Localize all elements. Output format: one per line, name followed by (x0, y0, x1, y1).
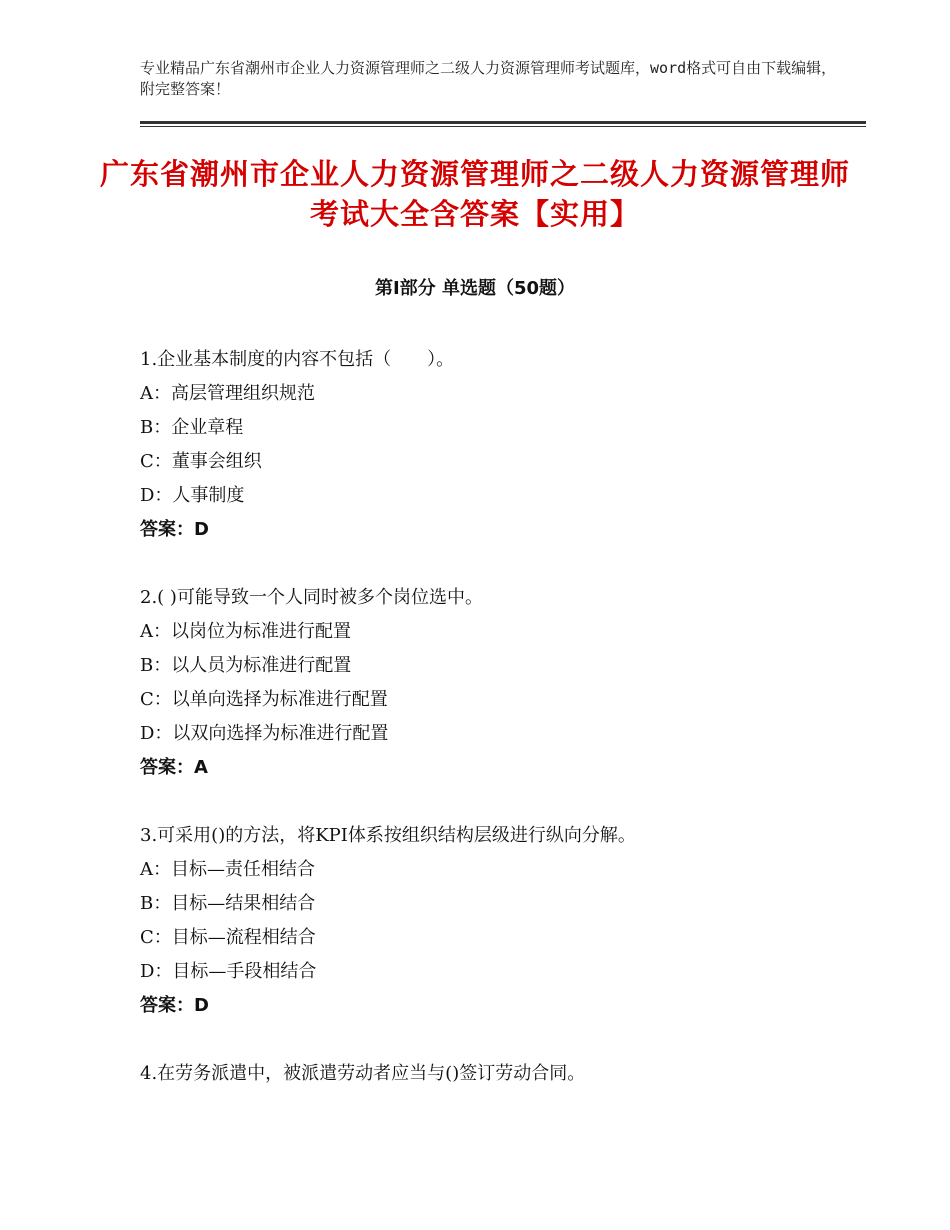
option-d: D：人事制度 (140, 485, 245, 506)
question-2 (140, 581, 860, 785)
answer: 答案：A (140, 757, 208, 778)
option-c: C：以单向选择为标准进行配置 (140, 689, 388, 710)
option-a: A：以岗位为标准进行配置 (140, 621, 351, 642)
header-divider-thick (140, 121, 866, 124)
question-3 (140, 819, 860, 1023)
answer: 答案：D (140, 995, 209, 1016)
answer: 答案：D (140, 519, 209, 540)
header-note: 专业精品广东省潮州市企业人力资源管理师之二级人力资源管理师考试题库，word格式可自由下载编辑，附完整答案！ (140, 59, 837, 98)
option-d: D：以双向选择为标准进行配置 (140, 723, 389, 744)
option-a: A：高层管理组织规范 (140, 383, 315, 404)
question-1 (140, 343, 860, 547)
option-c: C：目标—流程相结合 (140, 927, 316, 948)
question-stem: 3.可采用()的方法，将KPI体系按组织结构层级进行纵向分解。 (140, 825, 636, 846)
option-c: C：董事会组织 (140, 451, 262, 472)
question-4 (140, 1057, 860, 1091)
section-heading: 第Ⅰ部分 单选题（50题） (374, 278, 575, 299)
question-list (140, 343, 860, 1125)
option-b: B：以人员为标准进行配置 (140, 655, 352, 676)
question-stem: 2.( )可能导致一个人同时被多个岗位选中。 (140, 587, 483, 608)
document-title: 广东省潮州市企业人力资源管理师之二级人力资源管理师考试大全含答案【实用】 (100, 157, 851, 231)
option-d: D：目标—手段相结合 (140, 961, 317, 982)
question-stem: 4.在劳务派遣中，被派遣劳动者应当与()签订劳动合同。 (140, 1063, 586, 1084)
option-b: B：目标—结果相结合 (140, 893, 316, 914)
option-b: B：企业章程 (140, 417, 244, 438)
question-stem: 1.企业基本制度的内容不包括（ ）。 (140, 349, 455, 370)
header-divider-thin (140, 126, 866, 127)
option-a: A：目标—责任相结合 (140, 859, 315, 880)
